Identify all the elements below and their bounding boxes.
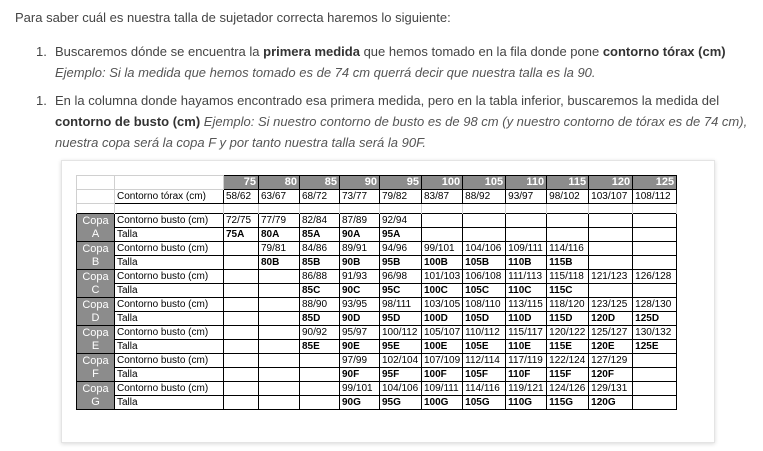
spacer-cell bbox=[259, 204, 300, 214]
torax-cell: 108/112 bbox=[633, 190, 677, 204]
torax-cell: 103/107 bbox=[589, 190, 633, 204]
talla-cell: 85C bbox=[300, 284, 340, 298]
busto-cell bbox=[224, 326, 259, 340]
busto-cell bbox=[547, 214, 589, 228]
talla-cell: 100D bbox=[422, 312, 463, 326]
instruction-step-1 bbox=[36, 41, 756, 83]
instruction-step-2 bbox=[36, 90, 756, 153]
talla-row bbox=[77, 396, 677, 410]
talla-cell: 75A bbox=[224, 228, 259, 242]
cup-letter: A bbox=[91, 227, 100, 240]
talla-cell bbox=[633, 256, 677, 270]
talla-cell: 90C bbox=[340, 284, 380, 298]
spacer-cell bbox=[633, 204, 677, 214]
busto-cell: 102/104 bbox=[380, 354, 422, 368]
torax-cell: 68/72 bbox=[300, 190, 340, 204]
busto-cell: 79/81 bbox=[259, 242, 300, 256]
spacer-cell bbox=[422, 204, 463, 214]
talla-cell: 85A bbox=[300, 228, 340, 242]
busto-cell bbox=[589, 242, 633, 256]
talla-cell bbox=[506, 228, 547, 242]
busto-cell bbox=[259, 382, 300, 396]
step-bold: primera medida bbox=[263, 44, 360, 59]
talla-cell: 80A bbox=[259, 228, 300, 242]
step-number: 1. bbox=[36, 93, 47, 108]
busto-cell bbox=[224, 382, 259, 396]
band-size-row bbox=[77, 176, 677, 190]
corner-cell bbox=[115, 176, 224, 190]
busto-cell: 101/103 bbox=[422, 270, 463, 284]
intro-text: Para saber cuál es nuestra talla de sujetador correcta haremos lo siguiente: bbox=[15, 10, 451, 25]
busto-cell bbox=[259, 354, 300, 368]
size-table-image bbox=[61, 160, 715, 443]
band-size-cell: 80 bbox=[259, 176, 300, 190]
spacer-cell bbox=[224, 204, 259, 214]
busto-cell: 124/126 bbox=[547, 382, 589, 396]
busto-cell: 82/84 bbox=[300, 214, 340, 228]
talla-cell bbox=[633, 228, 677, 242]
talla-cell: 115C bbox=[547, 284, 589, 298]
talla-row bbox=[77, 312, 677, 326]
talla-cell: 105E bbox=[463, 340, 506, 354]
busto-cell bbox=[422, 214, 463, 228]
cup-word: Copa bbox=[82, 354, 109, 367]
busto-cell bbox=[300, 382, 340, 396]
busto-cell: 89/91 bbox=[340, 242, 380, 256]
talla-cell: 120D bbox=[589, 312, 633, 326]
busto-cell: 115/118 bbox=[547, 270, 589, 284]
busto-label: Contorno busto (cm) bbox=[115, 298, 224, 312]
busto-cell: 96/98 bbox=[380, 270, 422, 284]
talla-label: Talla bbox=[115, 228, 224, 242]
talla-cell: 100G bbox=[422, 396, 463, 410]
busto-cell: 109/111 bbox=[422, 382, 463, 396]
cup-letter: B bbox=[91, 255, 100, 268]
cup-word: Copa bbox=[82, 214, 109, 227]
busto-label: Contorno busto (cm) bbox=[115, 354, 224, 368]
busto-cell: 87/89 bbox=[340, 214, 380, 228]
talla-cell: 90D bbox=[340, 312, 380, 326]
busto-cell: 88/90 bbox=[300, 298, 340, 312]
busto-cell: 90/92 bbox=[300, 326, 340, 340]
busto-row bbox=[77, 354, 677, 368]
talla-cell bbox=[633, 396, 677, 410]
busto-cell: 117/119 bbox=[506, 354, 547, 368]
busto-cell: 113/115 bbox=[506, 298, 547, 312]
band-size-cell: 120 bbox=[589, 176, 633, 190]
busto-cell: 128/130 bbox=[633, 298, 677, 312]
cup-label bbox=[77, 270, 115, 298]
talla-cell: 95A bbox=[380, 228, 422, 242]
talla-cell bbox=[224, 256, 259, 270]
busto-label: Contorno busto (cm) bbox=[115, 214, 224, 228]
busto-cell: 108/110 bbox=[463, 298, 506, 312]
step-example: Ejemplo: Si la medida que hemos tomado es de 74 cm querrá decir que nuestra talla es la 90. bbox=[55, 65, 596, 80]
talla-label: Talla bbox=[115, 396, 224, 410]
talla-cell: 90A bbox=[340, 228, 380, 242]
step-text: Buscaremos dónde se encuentra la bbox=[55, 44, 264, 59]
talla-cell bbox=[224, 284, 259, 298]
busto-label: Contorno busto (cm) bbox=[115, 326, 224, 340]
busto-cell bbox=[259, 326, 300, 340]
step-text: En la columna donde hayamos encontrado esa primera medida, pero en la tabla inferior, buscaremos la medida del bbox=[55, 93, 720, 108]
busto-cell: 122/124 bbox=[547, 354, 589, 368]
talla-row bbox=[77, 340, 677, 354]
cup-letter: D bbox=[91, 311, 100, 324]
busto-cell: 112/114 bbox=[463, 354, 506, 368]
talla-label: Talla bbox=[115, 312, 224, 326]
talla-row bbox=[77, 256, 677, 270]
torax-cell: 58/62 bbox=[224, 190, 259, 204]
torax-cell: 83/87 bbox=[422, 190, 463, 204]
cup-label bbox=[77, 242, 115, 270]
talla-cell: 95E bbox=[380, 340, 422, 354]
busto-cell: 115/117 bbox=[506, 326, 547, 340]
talla-cell: 110G bbox=[506, 396, 547, 410]
corner-cell bbox=[77, 176, 115, 190]
band-size-cell: 75 bbox=[224, 176, 259, 190]
busto-cell bbox=[463, 214, 506, 228]
talla-cell: 120G bbox=[589, 396, 633, 410]
step-text: que hemos tomado en la fila donde pone bbox=[359, 44, 603, 59]
cup-letter: G bbox=[91, 395, 100, 408]
talla-row bbox=[77, 284, 677, 298]
talla-cell: 125E bbox=[633, 340, 677, 354]
cup-word: Copa bbox=[82, 270, 109, 283]
busto-cell bbox=[506, 214, 547, 228]
busto-cell: 95/97 bbox=[340, 326, 380, 340]
busto-cell bbox=[224, 298, 259, 312]
busto-cell: 129/131 bbox=[589, 382, 633, 396]
band-size-cell: 125 bbox=[633, 176, 677, 190]
busto-label: Contorno busto (cm) bbox=[115, 382, 224, 396]
talla-cell: 105G bbox=[463, 396, 506, 410]
spacer-cell bbox=[506, 204, 547, 214]
spacer-cell bbox=[300, 204, 340, 214]
talla-cell: 105D bbox=[463, 312, 506, 326]
busto-cell: 109/111 bbox=[506, 242, 547, 256]
busto-cell: 105/107 bbox=[422, 326, 463, 340]
busto-cell: 118/120 bbox=[547, 298, 589, 312]
busto-cell: 93/95 bbox=[340, 298, 380, 312]
busto-cell bbox=[300, 354, 340, 368]
talla-label: Talla bbox=[115, 368, 224, 382]
busto-cell: 97/99 bbox=[340, 354, 380, 368]
busto-row bbox=[77, 326, 677, 340]
talla-cell bbox=[259, 368, 300, 382]
cup-word: Copa bbox=[82, 298, 109, 311]
busto-cell: 130/132 bbox=[633, 326, 677, 340]
cup-label bbox=[77, 382, 115, 410]
talla-row bbox=[77, 228, 677, 242]
busto-cell: 121/123 bbox=[589, 270, 633, 284]
band-size-cell: 100 bbox=[422, 176, 463, 190]
talla-cell bbox=[589, 256, 633, 270]
busto-cell: 92/94 bbox=[380, 214, 422, 228]
cup-word: Copa bbox=[82, 326, 109, 339]
spacer-cell bbox=[77, 204, 115, 214]
band-size-cell: 110 bbox=[506, 176, 547, 190]
talla-cell bbox=[259, 284, 300, 298]
busto-cell: 104/106 bbox=[463, 242, 506, 256]
talla-cell: 115B bbox=[547, 256, 589, 270]
talla-cell: 100E bbox=[422, 340, 463, 354]
busto-cell bbox=[259, 270, 300, 284]
busto-cell bbox=[224, 270, 259, 284]
talla-cell: 115F bbox=[547, 368, 589, 382]
torax-cell: 79/82 bbox=[380, 190, 422, 204]
talla-cell: 90F bbox=[340, 368, 380, 382]
talla-cell: 110D bbox=[506, 312, 547, 326]
talla-cell: 110B bbox=[506, 256, 547, 270]
torax-cell: 93/97 bbox=[506, 190, 547, 204]
talla-cell bbox=[422, 228, 463, 242]
spacer-cell bbox=[463, 204, 506, 214]
busto-cell: 110/112 bbox=[463, 326, 506, 340]
talla-cell: 95G bbox=[380, 396, 422, 410]
cup-label bbox=[77, 354, 115, 382]
busto-cell: 114/116 bbox=[463, 382, 506, 396]
talla-cell bbox=[589, 284, 633, 298]
talla-cell bbox=[633, 368, 677, 382]
talla-cell: 100B bbox=[422, 256, 463, 270]
step-bold: contorno tórax (cm) bbox=[602, 44, 726, 59]
torax-row bbox=[77, 190, 677, 204]
band-size-cell: 95 bbox=[380, 176, 422, 190]
busto-cell: 84/86 bbox=[300, 242, 340, 256]
talla-cell: 85D bbox=[300, 312, 340, 326]
busto-cell bbox=[259, 298, 300, 312]
talla-cell bbox=[224, 340, 259, 354]
band-size-cell: 90 bbox=[340, 176, 380, 190]
busto-cell: 107/109 bbox=[422, 354, 463, 368]
talla-cell: 105B bbox=[463, 256, 506, 270]
talla-cell: 105C bbox=[463, 284, 506, 298]
step-bold: contorno de busto (cm) bbox=[55, 114, 201, 129]
busto-label: Contorno busto (cm) bbox=[115, 270, 224, 284]
busto-cell: 114/116 bbox=[547, 242, 589, 256]
talla-label: Talla bbox=[115, 256, 224, 270]
talla-cell: 110F bbox=[506, 368, 547, 382]
spacer-cell bbox=[589, 204, 633, 214]
busto-row bbox=[77, 242, 677, 256]
talla-cell: 85E bbox=[300, 340, 340, 354]
busto-cell: 99/101 bbox=[422, 242, 463, 256]
cup-letter: E bbox=[91, 339, 100, 352]
talla-cell: 80B bbox=[259, 256, 300, 270]
busto-label: Contorno busto (cm) bbox=[115, 242, 224, 256]
busto-cell bbox=[633, 354, 677, 368]
corner-cell bbox=[77, 190, 115, 204]
cup-letter: C bbox=[91, 283, 100, 296]
busto-cell bbox=[224, 242, 259, 256]
cup-letter: F bbox=[92, 367, 99, 380]
talla-cell bbox=[224, 312, 259, 326]
busto-cell: 99/101 bbox=[340, 382, 380, 396]
talla-cell: 110C bbox=[506, 284, 547, 298]
step-example: Ejemplo: Si nuestro contorno de busto es de 98 cm (y nuestro contorno de tórax es de 74 cm), nuestra copa será la copa F y por tanto nuestra talla será la 90F. bbox=[55, 114, 748, 150]
busto-cell: 111/113 bbox=[506, 270, 547, 284]
talla-label: Talla bbox=[115, 340, 224, 354]
talla-cell: 105F bbox=[463, 368, 506, 382]
busto-cell: 123/125 bbox=[589, 298, 633, 312]
talla-cell: 120F bbox=[589, 368, 633, 382]
talla-cell: 95C bbox=[380, 284, 422, 298]
busto-cell bbox=[633, 214, 677, 228]
band-size-cell: 85 bbox=[300, 176, 340, 190]
band-size-cell: 115 bbox=[547, 176, 589, 190]
torax-cell: 73/77 bbox=[340, 190, 380, 204]
busto-cell: 119/121 bbox=[506, 382, 547, 396]
talla-cell: 110E bbox=[506, 340, 547, 354]
torax-cell: 88/92 bbox=[463, 190, 506, 204]
cup-word: Copa bbox=[82, 242, 109, 255]
talla-cell: 90E bbox=[340, 340, 380, 354]
talla-cell: 95B bbox=[380, 256, 422, 270]
busto-cell: 86/88 bbox=[300, 270, 340, 284]
step-number: 1. bbox=[36, 44, 47, 59]
busto-cell: 100/112 bbox=[380, 326, 422, 340]
talla-cell bbox=[300, 396, 340, 410]
size-table bbox=[76, 175, 677, 410]
talla-cell bbox=[300, 368, 340, 382]
spacer-row bbox=[77, 204, 677, 214]
busto-cell: 103/105 bbox=[422, 298, 463, 312]
talla-cell bbox=[259, 396, 300, 410]
talla-cell bbox=[224, 368, 259, 382]
spacer-cell bbox=[547, 204, 589, 214]
busto-cell bbox=[633, 242, 677, 256]
cup-label bbox=[77, 214, 115, 242]
band-size-cell: 105 bbox=[463, 176, 506, 190]
talla-cell: 90B bbox=[340, 256, 380, 270]
busto-cell: 106/108 bbox=[463, 270, 506, 284]
busto-cell: 91/93 bbox=[340, 270, 380, 284]
cup-word: Copa bbox=[82, 382, 109, 395]
talla-cell bbox=[547, 228, 589, 242]
busto-cell: 104/106 bbox=[380, 382, 422, 396]
talla-row bbox=[77, 368, 677, 382]
talla-cell bbox=[259, 340, 300, 354]
busto-cell: 125/127 bbox=[589, 326, 633, 340]
busto-cell: 98/111 bbox=[380, 298, 422, 312]
busto-cell bbox=[633, 382, 677, 396]
talla-cell bbox=[224, 396, 259, 410]
talla-cell bbox=[589, 228, 633, 242]
spacer-cell bbox=[340, 204, 380, 214]
talla-cell bbox=[463, 228, 506, 242]
talla-cell: 125D bbox=[633, 312, 677, 326]
torax-cell: 63/67 bbox=[259, 190, 300, 204]
cup-label bbox=[77, 298, 115, 326]
talla-cell: 115G bbox=[547, 396, 589, 410]
talla-cell: 100C bbox=[422, 284, 463, 298]
talla-label: Talla bbox=[115, 284, 224, 298]
busto-cell: 127/129 bbox=[589, 354, 633, 368]
busto-cell: 72/75 bbox=[224, 214, 259, 228]
talla-cell: 100F bbox=[422, 368, 463, 382]
talla-cell: 95D bbox=[380, 312, 422, 326]
talla-cell: 95F bbox=[380, 368, 422, 382]
busto-row bbox=[77, 298, 677, 312]
busto-cell: 77/79 bbox=[259, 214, 300, 228]
busto-row bbox=[77, 382, 677, 396]
busto-cell: 120/122 bbox=[547, 326, 589, 340]
busto-row bbox=[77, 214, 677, 228]
cup-label bbox=[77, 326, 115, 354]
talla-cell: 115E bbox=[547, 340, 589, 354]
talla-cell: 90G bbox=[340, 396, 380, 410]
talla-cell: 85B bbox=[300, 256, 340, 270]
talla-cell bbox=[633, 284, 677, 298]
spacer-cell bbox=[380, 204, 422, 214]
torax-label: Contorno tórax (cm) bbox=[115, 190, 224, 204]
busto-row bbox=[77, 270, 677, 284]
talla-cell: 120E bbox=[589, 340, 633, 354]
talla-cell: 115D bbox=[547, 312, 589, 326]
busto-cell bbox=[589, 214, 633, 228]
busto-cell bbox=[224, 354, 259, 368]
busto-cell: 126/128 bbox=[633, 270, 677, 284]
spacer-cell bbox=[115, 204, 224, 214]
busto-cell: 94/96 bbox=[380, 242, 422, 256]
torax-cell: 98/102 bbox=[547, 190, 589, 204]
talla-cell bbox=[259, 312, 300, 326]
